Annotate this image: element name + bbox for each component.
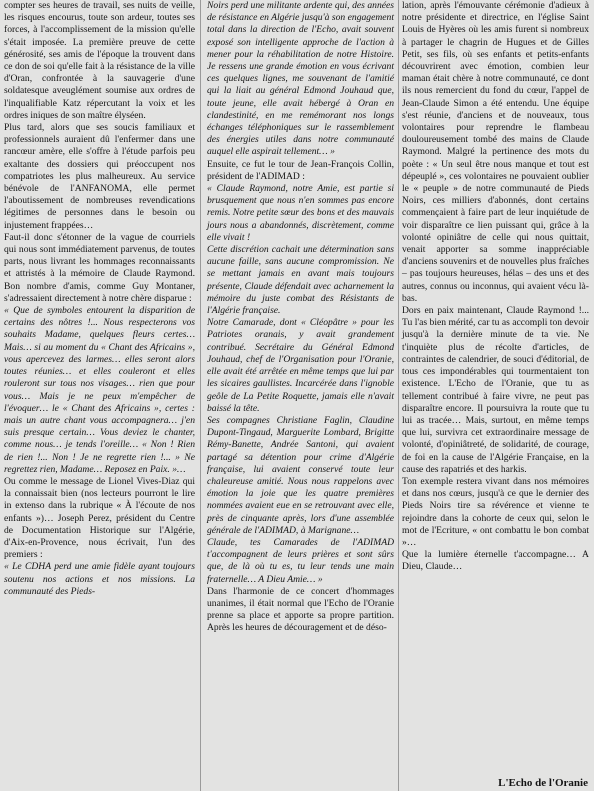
column-right	[402, 0, 589, 574]
paragraph: Faut-il donc s'étonner de la vague de courriels qui nous sont immédiatement parvenus, de toutes parts, nous livrant les hommages reconnaissants et attristés à la mémoire de Claude Raymond. Bon nombre d'amis, comme Guy Montaner, s'adressaient directement à notre chère disparue :	[4, 231, 195, 304]
paragraph: Ton exemple restera vivant dans nos mémoires et dans nos cœurs, jusqu'à ce que le dernier des Pieds Noirs tire sa révérence et vienne te rejoindre dans la cohorte de ceux qui, selon le mot de l'Ecriture, « ont combattu le bon combat »…	[402, 475, 589, 548]
quote-paragraph: Notre Camarade, dont « Cléopâtre » pour les Patriotes oranais, y avait grandement contribué. Secrétaire du Général Edmond Jouhaud, chef de l'Organisation pour l'Oranie, elle avait été arrêtée en même temps que lui par les sicaires gaullistes. Incarcérée dans l'ignoble geôle de La Petite Roquette, jamais elle n'avait baissé la tête.	[207, 317, 394, 414]
paragraph: lation, après l'émouvante cérémonie d'adieux à notre présidente et directrice, en l'église Saint Louis de Hyères où les amis furent si nombreux à partager le chagrin de Hugues et de Gilles Petit, ses fils, où ses enfants et petits-enfants découvrirent avec émotion, combien leur maman était chère à notre communauté, ce dont ils nous remercient du fond du cœur, l'appel de Jean-Claude Simon a été entendu. Une équipe s'est réunie, d'anciens et de nouveaux, tous volontaires pour reprendre le flambeau douloureusement tombé des mains de Claude Raymond. Malgré la pertinence des mots du poète : « Un seul être nous manque et tout est dépeuplé », ces volontaires ne pouvaient oublier le « peuple » de notre communauté de Pieds Noirs, ces milliers d'abonnés, dont certains commençaient à faire part de leur inquiétude de voir disparaître ce lien puissant qui, grâce à la volonté opiniâtre de celle qui nous quittait, venait apporter sa somme inappréciable d'anciens souvenirs et de nouvelles plus fraîches – pas toujours heureuses, hélas – des uns et des autres, connus ou inconnus, qui avaient vécu là-bas.	[402, 0, 589, 304]
quote-paragraph: « Le CDHA perd une amie fidèle ayant toujours soutenu nos actions et nos missions. La communauté des Pieds-	[4, 561, 195, 597]
quote-paragraph: Cette discrétion cachait une détermination sans aucune faille, sans aucune compromission. Ne se mettant jamais en avant mais toujours présente, Claude défendait avec acharnement la mémoire du juste combat des Résistants de l'Algérie française.	[207, 244, 394, 317]
column-middle	[207, 0, 394, 635]
paragraph: Que la lumière éternelle t'accompagne… A Dieu, Claude…	[402, 549, 589, 573]
signature: L'Echo de l'Oranie	[498, 777, 588, 789]
quote-paragraph: Claude, tes Camarades de l'ADIMAD t'accompagnent de leurs prières et sont sûrs que, de là où tu es, tu leur tends une main fraternelle… A Dieu Amie… »	[207, 536, 394, 585]
paragraph: Ou comme le message de Lionel Vives-Diaz qui la connaissait bien (nos lecteurs pourront le lire in extenso dans la rubrique « À l'écoute de nos enfants »)… Joseph Perez, président du Centre de Documentation Historique sur l'Algérie, d'Aix-en-Provence, nous écrivait, l'un des premiers :	[4, 475, 195, 561]
paragraph: compter ses heures de travail, ses nuits de veille, les risques encourus, toute son ardeur, toutes ses forces, à l'accomplissement de la mission qu'elle s'était imposée. La première preuve de cette générosité, ses amis de l'époque la trouvent dans ce don de soi qu'elle fait à la résistance de la ville d'Oran, confrontée à la sauvagerie d'une soldatesque aveuglément soumise aux ordres de l'inqualifiable Katz répercutant la voix et les ordres iniques de son maître élyséen.	[4, 0, 195, 121]
paragraph: Dans l'harmonie de ce concert d'hommages unanimes, il était normal que l'Echo de l'Oranie prenne sa place et apporte sa propre partition. Après les heures de découragement et de déso-	[207, 585, 394, 634]
column-divider	[200, 0, 201, 791]
quote-paragraph: « Que de symboles entourent la disparition de certains des nôtres !... Nous respecterons vos souhaits Madame, quelques fleurs certes… Mais… si au moment du « Chant des Africains », vous apercevez des larmes… elles seront alors toutes réunies… et elles couleront et elles rouleront sur tous nos visages… rien que pour vous… Mais je ne peux m'empêcher de l'évoquer… le « Chant des Africains », certes : mais un autre chant vous accompagnera… j'en suis presque certain… Vous deviez le chanter, comme nous… je tends l'oreille… « Non ! Rien de rien !... Non ! Je ne regrette rien !... » Ne regrettez rien, Madame… Reposez en Paix. »…	[4, 305, 195, 475]
quote-paragraph: Ses compagnes Christiane Faglin, Claudine Dupont-Tingaud, Marguerite Lombard, Brigitte Rémy-Banette, Andrée Santoni, qui avaient partagé sa détention pour crime d'Algérie française, lui avaient conservé toute leur chaleureuse amitié. Nous nous rappelons avec émotion la joie que les quatre premières nommées avaient eue en se retrouvant avec elle, près de cinquante après, lors d'une assemblée générale de l'ADIMAD, à Marignane…	[207, 414, 394, 536]
paragraph: Plus tard, alors que ses soucis familiaux et professionnels auraient dû l'enfermer dans une rancœur amère, elle s'offre à l'étude parfois peu exaltante des dossiers qui préoccupent nos compatriotes les plus malheureux. Au service bénévole de l'ANFANOMA, elle permet l'aboutissement de nombreuses revendications légitimes de personnes dans le besoin ou injustement frappées…	[4, 122, 195, 231]
column-divider	[398, 0, 399, 791]
quote-paragraph: Noirs perd une militante ardente qui, des années de résistance en Algérie jusqu'à son engagement total dans la direction de l'Echo, avait souvent exposé son intelligente approche de l'action à mener pour la réhabilitation de notre Histoire. Je ressens une grande émotion en vous écrivant ces quelques lignes, me souvenant de l'amitié qui la liait au général Edmond Jouhaud que, toute jeune, elle avait hébergé à Oran en clandestinité, en me remémorant nos longs échanges téléphoniques sur le rassemblement des énergies utiles dans notre communauté auquel elle aspirait tellement… »	[207, 0, 394, 158]
paragraph: Dors en paix maintenant, Claude Raymond !... Tu l'as bien mérité, car tu as accompli ton devoir jusqu'à la dernière minute de ta vie. Ne t'inquiète plus de récolte d'articles, de contraintes de calendrier, de souci d'éditorial, de tous ces impondérables qui tourmentaient ton existence. L'Echo de l'Oranie, que tu as tellement contribué à faire vivre, ne peut pas disparaître encore. Il poursuivra la route que tu lui as tracée… Mais, surtout, en même temps que lui, survivra cet extraordinaire message de volonté, d'opiniâtreté, de solidarité, de courage, de foi en la cause de l'Algérie Française, en la cause des rapatriés et des harkis.	[402, 305, 589, 475]
quote-paragraph: « Claude Raymond, notre Amie, est partie si brusquement que nous n'en sommes pas encore remis. Notre petite sœur des bons et des mauvais jours nous a abandonnés, discrètement, comme elle vivait !	[207, 183, 394, 243]
column-left	[4, 0, 195, 598]
paragraph: Ensuite, ce fut le tour de Jean-François Collin, président de l'ADIMAD :	[207, 158, 394, 182]
